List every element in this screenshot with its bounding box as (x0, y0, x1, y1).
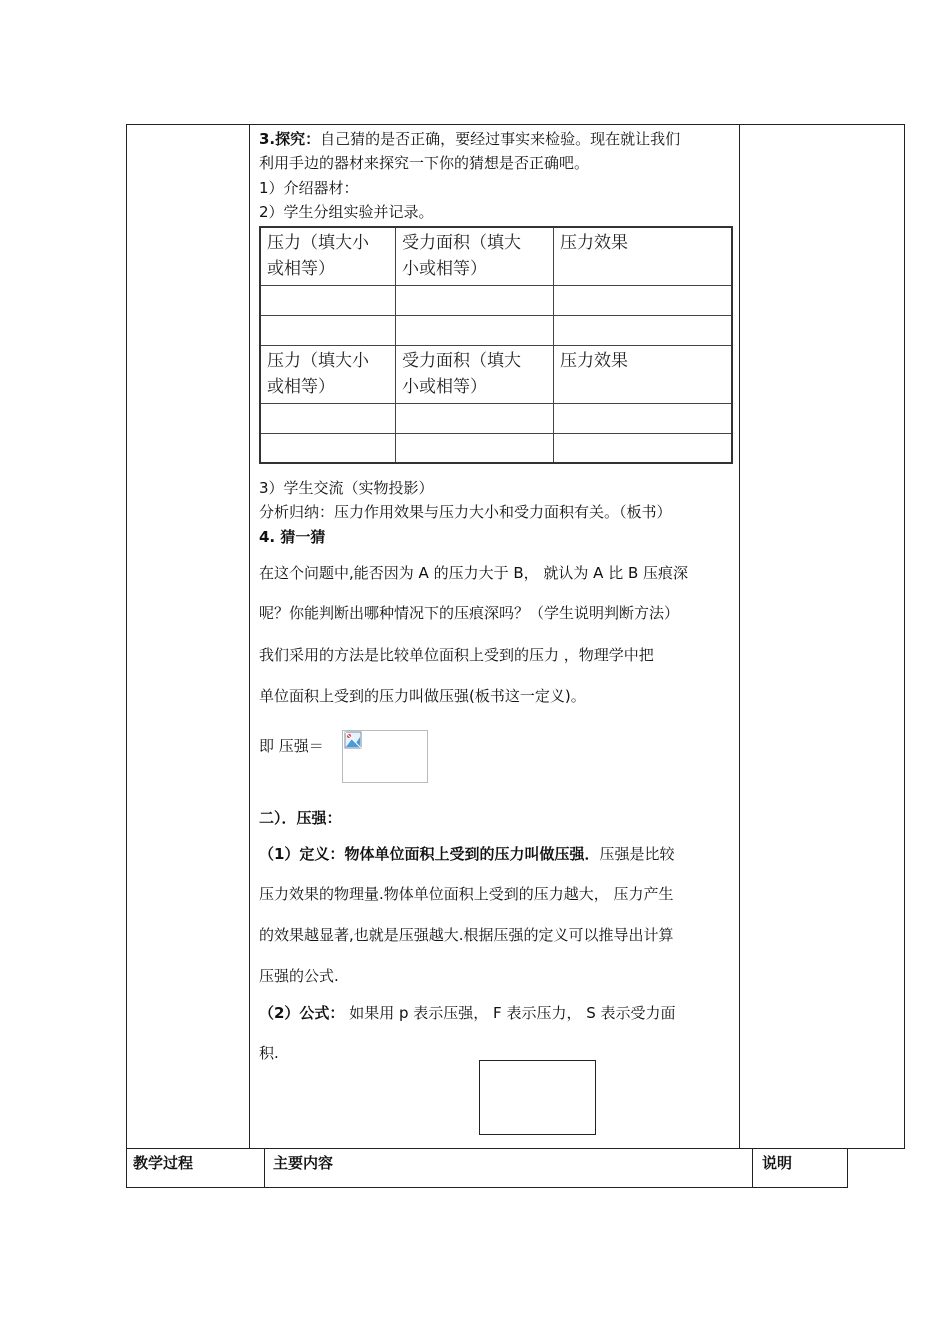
frame-mid-bottom (126, 1148, 905, 1149)
table-row (260, 433, 732, 463)
explore-heading: 3.探究： (259, 130, 321, 148)
table-row (260, 285, 732, 315)
footer-col3: 说明 (762, 1154, 793, 1172)
header-force-cell: 压力（填大小 或相等） (260, 227, 396, 285)
record-table (259, 226, 733, 464)
table-cell[interactable] (396, 433, 554, 463)
explore-line1: 3.探究：自己猜的是否正确，要经过事实来检验。现在就让我们 (259, 130, 681, 148)
table-cell[interactable] (396, 315, 554, 345)
table-row (260, 315, 732, 345)
table-cell[interactable] (260, 433, 396, 463)
frame-col-divider-1 (249, 124, 250, 1149)
pressure-p4: 压强的公式. (259, 967, 339, 985)
formula-blank-box (479, 1060, 596, 1135)
header-area-cell: 受力面积（填大 小或相等） (396, 227, 554, 285)
pressure-definition: （1）定义：物体单位面积上受到的压力叫做压强．压强是比较 (259, 845, 675, 863)
explore-line2: 利用手边的器材来探究一下你的猜想是否正确吧。 (259, 154, 590, 172)
explore-step2: 2）学生分组实验并记录。 (259, 203, 434, 221)
table-cell[interactable] (396, 403, 554, 433)
table-cell[interactable] (260, 285, 396, 315)
pressure-formula-line: （2）公式： 如果用 p 表示压强， F 表示压力， S 表示受力面 (259, 1004, 676, 1022)
footer-right (847, 1148, 848, 1188)
table-row (260, 403, 732, 433)
guess-p1: 在这个问题中,能否因为 A 的压力大于 B， 就认为 A 比 B 压痕深 (259, 564, 689, 582)
table-cell[interactable] (396, 285, 554, 315)
header-effect-cell: 压力效果 (554, 227, 733, 285)
frame-col-divider-2 (739, 124, 740, 1149)
footer-divider-2 (752, 1148, 753, 1188)
frame-left (126, 124, 127, 1188)
frame-top (126, 124, 905, 125)
header-effect-cell: 压力效果 (554, 345, 733, 403)
table-cell[interactable] (554, 315, 733, 345)
exchange-step3: 3）学生交流（实物投影） (259, 479, 434, 497)
footer-col2: 主要内容 (273, 1154, 334, 1172)
table-cell[interactable] (554, 403, 733, 433)
table-cell[interactable] (260, 403, 396, 433)
explore-step1: 1）介绍器材： (259, 179, 359, 197)
guess-p4: 单位面积上受到的压力叫做压强(板书这一定义)。 (259, 687, 586, 705)
guess-formula-label: 即 压强＝ (259, 737, 324, 755)
table-cell[interactable] (554, 433, 733, 463)
pressure-heading: 二）．压强： (259, 809, 342, 827)
exchange-summary: 分析归纳：压力作用效果与压力大小和受力面积有关。（板书） (259, 503, 672, 521)
table-row (260, 345, 732, 403)
table-row (260, 227, 732, 285)
frame-right (904, 124, 905, 1149)
footer-col1: 教学过程 (133, 1154, 194, 1172)
header-area-cell: 受力面积（填大 小或相等） (396, 345, 554, 403)
pressure-p2: 压力效果的物理量.物体单位面积上受到的压力越大， 压力产生 (259, 885, 674, 903)
footer-bottom (126, 1187, 848, 1188)
guess-heading: 4. 猜一猜 (259, 528, 326, 546)
table-cell[interactable] (554, 285, 733, 315)
broken-image-icon (344, 731, 362, 749)
header-force-cell: 压力（填大小 或相等） (260, 345, 396, 403)
table-cell[interactable] (260, 315, 396, 345)
pressure-formula-end: 积. (259, 1044, 279, 1062)
guess-p3: 我们采用的方法是比较单位面积上受到的压力 ，物理学中把 (259, 646, 654, 664)
footer-divider-1 (264, 1148, 265, 1188)
guess-p2: 呢？你能判断出哪种情况下的压痕深吗？（学生说明判断方法） (259, 604, 680, 622)
pressure-p3: 的效果越显著,也就是压强越大.根据压强的定义可以推导出计算 (259, 926, 674, 944)
